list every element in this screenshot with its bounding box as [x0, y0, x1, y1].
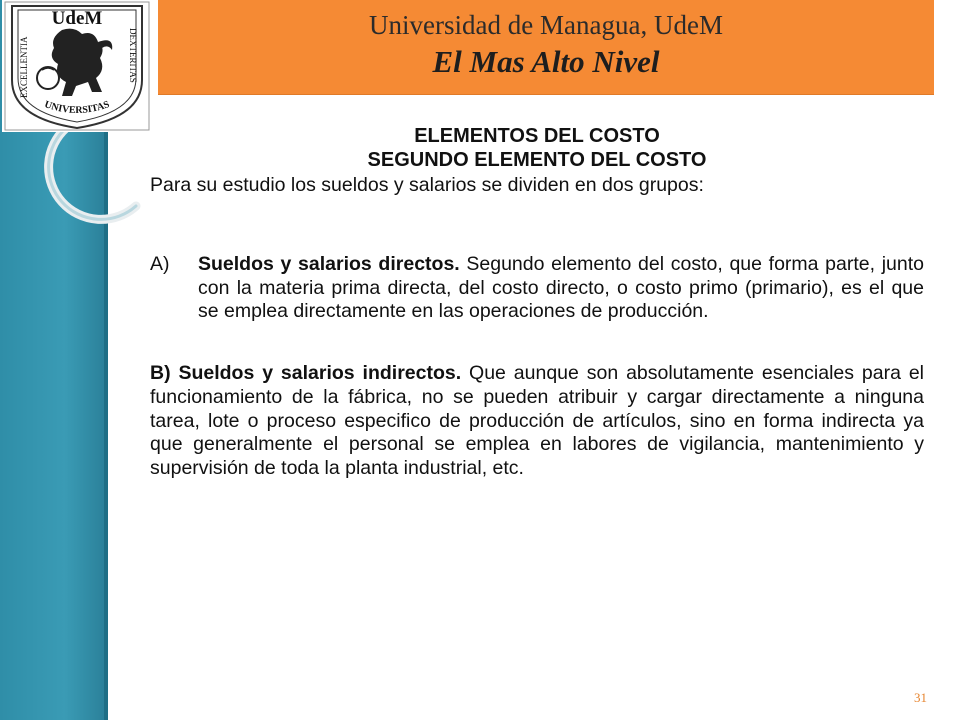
term-indirect-wages: Sueldos y salarios indirectos.: [178, 362, 462, 385]
list-item-a: [150, 253, 924, 324]
slide-subtitle: SEGUNDO ELEMENTO DEL COSTO: [367, 149, 707, 171]
decorative-arc: [26, 120, 144, 238]
definition-indirect-wages: Que aunque son absolutamente esenciales para el funcionamiento de la fábrica, no se pueden atribuir y cargar directamente a ninguna tarea, lote o proceso especifico de producción de artículos, sino en forma indirecta ya que generalmente el personal se emplea en labores de vigilancia, mantenimiento y supervisión de toda la planta industrial, etc.: [150, 362, 924, 480]
list-item-b: [150, 362, 924, 481]
slide-content: [150, 124, 924, 481]
list-marker-b: B): [150, 362, 171, 385]
page-number: 31: [914, 690, 927, 705]
logo-bottom-text: UNIVERSITAS: [42, 99, 112, 117]
logo-left-text: EXCELLENTIA: [19, 36, 29, 98]
slide-title: ELEMENTOS DEL COSTO: [414, 125, 660, 147]
university-name: Universidad de Managua, UdeM: [369, 10, 723, 40]
logo-right-text: DEXTERITAS: [128, 28, 138, 83]
list-marker-a: A): [150, 252, 170, 275]
university-motto: El Mas Alto Nivel: [432, 44, 660, 79]
definition-direct-wages: Segundo elemento del costo, que forma parte, junto con la materia prima directa, del costo directo, o costo primo (primario), es el que se emplea directamente en las operaciones de producción.: [198, 252, 924, 323]
logo-top-text: UdeM: [51, 8, 103, 29]
header-banner: [158, 0, 934, 95]
university-logo: [2, 0, 152, 132]
intro-paragraph: Para su estudio los sueldos y salarios se dividen en dos grupos:: [150, 174, 704, 196]
list-body-a: [198, 253, 924, 324]
term-direct-wages: Sueldos y salarios directos.: [198, 252, 460, 275]
